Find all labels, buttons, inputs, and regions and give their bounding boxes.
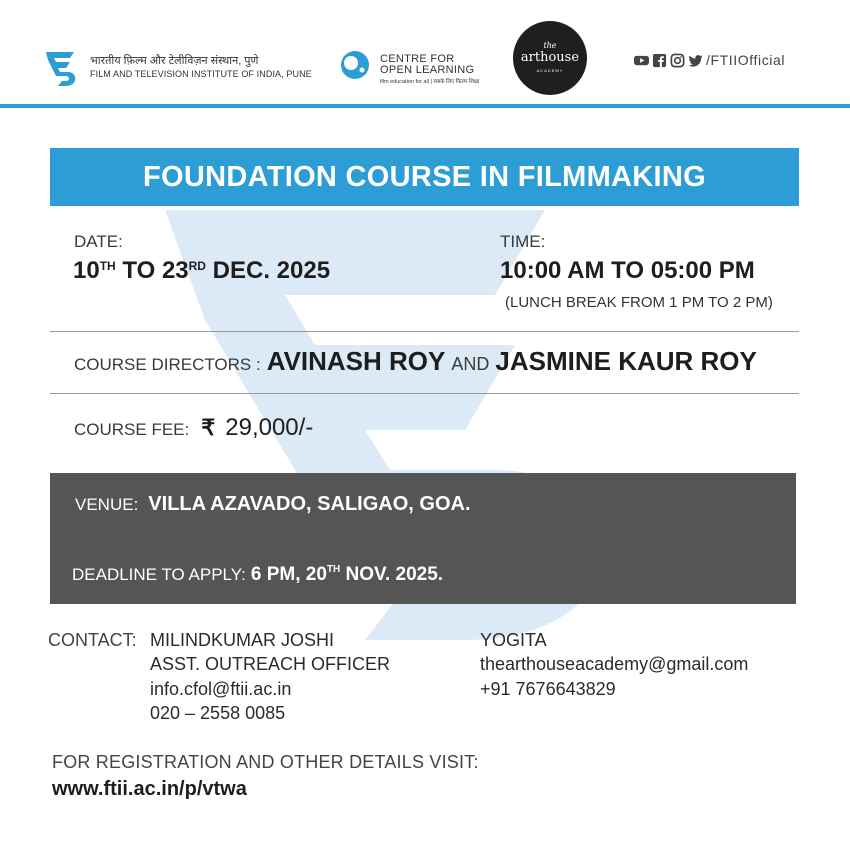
course-fee xyxy=(74,414,313,442)
deadline-sup: TH xyxy=(326,564,341,575)
cfol-tagline: film education for all | सबके लिए फिल्म शिक्षा xyxy=(380,79,480,85)
time-label: TIME: xyxy=(500,232,546,251)
divider-1 xyxy=(50,331,799,332)
venue xyxy=(75,493,471,516)
arthouse-name: arthouse xyxy=(520,50,580,65)
directors-label: COURSE DIRECTORS : xyxy=(74,355,261,374)
contact-label: CONTACT: xyxy=(48,630,137,650)
arthouse-academy: ACADEMY xyxy=(536,68,564,73)
registration-link[interactable]: www.ftii.ac.in/p/vtwa xyxy=(52,778,247,800)
arthouse-academy-logo xyxy=(513,21,587,95)
venue-deadline-box xyxy=(50,473,796,604)
contact-right-phone[interactable]: +91 7676643829 xyxy=(480,679,616,699)
contact-right-email[interactable]: thearthouseacademy@gmail.com xyxy=(480,654,749,674)
instagram-icon[interactable] xyxy=(670,53,685,68)
contact-left-phone[interactable]: 020 – 2558 0085 xyxy=(150,703,286,723)
facebook-icon[interactable] xyxy=(652,53,667,68)
title-banner xyxy=(50,148,799,206)
ftii-name-hindi: भारतीय फ़िल्म और टेलीविज़न संस्थान, पुणे xyxy=(90,55,259,67)
date-label: DATE: xyxy=(74,232,123,251)
registration-label: FOR REGISTRATION AND OTHER DETAILS VISIT: xyxy=(52,752,479,772)
cfol-name-line2: OPEN LEARNING xyxy=(380,64,475,76)
date-sup1: TH xyxy=(99,259,116,273)
course-title: FOUNDATION COURSE IN FILMMAKING xyxy=(143,161,706,193)
cfol-name-line1: CENTRE FOR xyxy=(380,53,455,65)
deadline-part2: NOV. 2025. xyxy=(345,564,444,585)
venue-label: VENUE: xyxy=(75,495,139,514)
youtube-icon[interactable] xyxy=(634,53,649,68)
social-handle[interactable]: /FTIIOfficial xyxy=(706,52,786,68)
directors-and: AND xyxy=(451,354,490,374)
lunch-note: (LUNCH BREAK FROM 1 PM TO 2 PM) xyxy=(505,294,773,311)
date-day1: 10 xyxy=(73,257,100,284)
twitter-icon[interactable] xyxy=(688,53,703,68)
cfol-logo-icon xyxy=(340,50,374,80)
contact-right-name: YOGITA xyxy=(480,630,547,650)
venue-value: VILLA AZAVADO, SALIGAO, GOA. xyxy=(148,493,471,515)
arthouse-the: the xyxy=(543,41,557,50)
contact-left-role: ASST. OUTREACH OFFICER xyxy=(150,654,391,674)
contact-left-email[interactable]: info.cfol@ftii.ac.in xyxy=(150,679,292,699)
deadline-label: DEADLINE TO APPLY: xyxy=(72,565,246,584)
ftii-name-english: FILM AND TELEVISION INSTITUTE OF INDIA, PUNE xyxy=(90,69,312,79)
deadline-part1: 6 PM, 20 xyxy=(250,564,327,585)
divider-2 xyxy=(50,393,799,394)
course-directors xyxy=(74,346,757,377)
contact-left-name: MILINDKUMAR JOSHI xyxy=(150,630,335,650)
header xyxy=(0,0,850,108)
date-value xyxy=(73,257,330,285)
deadline xyxy=(72,564,443,586)
rupee-icon: ₹ xyxy=(201,415,216,440)
date-rest: DEC. 2025 xyxy=(212,257,331,284)
time-value: 10:00 AM TO 05:00 PM xyxy=(500,257,755,284)
date-sup2: RD xyxy=(188,259,206,273)
social-icons xyxy=(634,52,703,68)
deadline-value xyxy=(251,564,443,586)
ftii-logo-icon xyxy=(44,48,84,86)
header-divider xyxy=(0,104,850,108)
fee-amount: 29,000/- xyxy=(225,414,314,441)
date-to: TO 23 xyxy=(122,257,189,284)
fee-label: COURSE FEE: xyxy=(74,420,190,439)
director-2: JASMINE KAUR ROY xyxy=(495,346,757,376)
director-1: AVINASH ROY xyxy=(266,346,446,376)
